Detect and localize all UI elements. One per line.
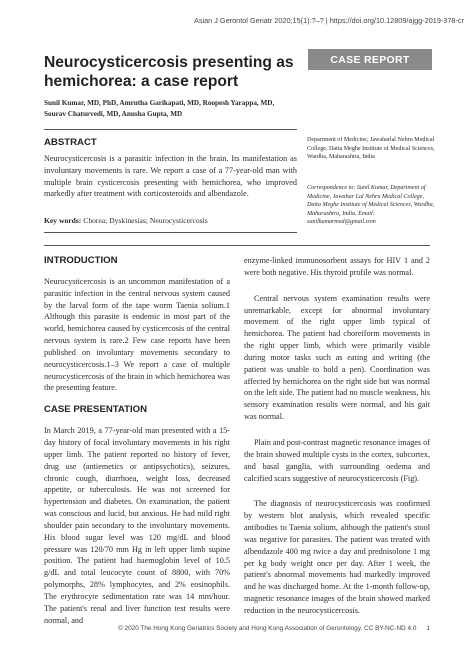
page-number: 1 [426, 625, 430, 632]
author-list [44, 98, 314, 120]
keywords [44, 216, 297, 226]
keywords-value: Chorea; Dyskinesias; Neurocysticercosis [83, 216, 208, 225]
abstract-top-rule [44, 129, 297, 130]
introduction-paragraph: Neurocysticercosis is an uncommon manifestation of a parasitic infection in the central nervous system caused by the larval form of the tape worm Taenia solium.1 Although this parasite is endemic in most part of the world, hemichorea caused by cysticercosis of the central nervous system is rare.2 Few case reports have been published on involuntary movements secondary to neurocysticercosis.1–3 We report a case of multiple neurocysticercosis of the brain in which hemichorea was the presenting feature. [44, 276, 230, 393]
right-paragraph-1: Central nervous system examination results were unremarkable, except for abnormal involuntary movement of the right upper limb typical of hemichorea. The patient had choreiform movements in the right upper limb, which were primarily visible during motor tasks such as eating and writing (the patient was unable to hold a pen). Coordination was affected by hemichorea on the right side but was normal on the left side. The patient had no muscle weakness, his sensory examination results were normal, and his gait was normal. [244, 293, 430, 422]
abstract-bottom-rule [44, 232, 297, 233]
abstract-heading: ABSTRACT [44, 137, 97, 148]
keywords-label: Key words: [44, 216, 82, 225]
abstract-text: Neurocysticercosis is a parasitic infection in the brain. Its manifestation as involuntary movements is rare. We report a case of a 77-year-old man with multiple brain cysticercosis presenting with hemichorea, who improved markedly after treatment with corticosteroids and albendazole. [44, 154, 297, 199]
left-column [44, 255, 230, 633]
page-footer [0, 625, 474, 632]
journal-citation: Asian J Gerontol Geriatr 2020;15(1):?–? | https://doi.org/10.12809/ajgg-2019-378-cr [193, 16, 464, 25]
case-paragraph-1: In March 2019, a 77-year-old man presented with a 15-day history of focal involuntary movements in his right upper limb. The patient reported no history of fever, drug use (antiemetics or antipsychotics), seizures, chronic cough, diarrhoea, weight loss, decreased appetite, or tuberculosis. He was not screened for hypertension and diabetes. On examination, the patient was conscious and lucid, but anxious. He had mild right shoulder pain secondary to the involuntary movements. His blood sugar level was 120 mg/dL and blood pressure was 120/70 mm Hg in left upper limb supine position. The patient had haemoglobin level of 10.5 g/dL and total leucocyte count of 8800, with 70% polymorphs, 28% lymphocytes, and 2% eosinophils. The erythrocyte sedimentation rate was 14 mm/hour. The patient's renal and liver function test results were normal, and [44, 426, 230, 625]
introduction-heading: INTRODUCTION [44, 255, 118, 266]
right-paragraph-0: enzyme-linked immunosorbent assays for HIV 1 and 2 were both negative. His thyroid profile was normal. [244, 256, 430, 277]
authors-line-1: Sunil Kumar, MD, PhD, Amrutha Garikapati, MD, Roopesh Yarappa, MD, [44, 99, 275, 107]
right-paragraph-2: Plain and post-contrast magnetic resonance images of the brain showed multiple cysts in the cortex, subcortex, and basal ganglia, with surrounding oedema and calcified scars suggestive of neurocysticercosis (Fig). [244, 437, 430, 483]
authors-line-2: Sourav Chaturvedi, MD, Anusha Gupta, MD [44, 110, 183, 118]
right-paragraph-3: The diagnosis of neurocysticercosis was confirmed by western blot analysis, which revealed specific antibodies to Taenia solium, although the patient's stool was negative for parasites. The patient was treated with albendazole 400 mg twice a day and prednisolone 1 mg per kg body weight once per day. After 1 week, the patient's abnormal movements had markedly improved and he was discharged home. At the 1-month follow-up, magnetic resonance images of the brain showed marked reduction in the neurocysticercosis. [244, 499, 430, 615]
correspondence: Correspondence to: Sunil Kumar, Department of Medicine, Jawahar Lal Nehru Medical College, Datta Meghe Institute of Medical Sciences, Wardha, Maharashtra, India. Email: sunilkumarmed@gmail.com [307, 185, 435, 225]
copyright: © 2020 The Hong Kong Geriatrics Society and Hong Kong Association of Gerontology. CC BY-NC-ND 4.0 [118, 625, 417, 632]
article-type-badge: CASE REPORT [308, 49, 432, 70]
case-heading: CASE PRESENTATION [44, 404, 148, 416]
affiliation: Department of Medicine, Jawaharlal Nehru Medical College, Datta Meghe Institute of Medical Sciences, Wardha, Maharashtra, India [307, 137, 435, 160]
main-divider [44, 245, 430, 246]
article-title: Neurocysticercosis presenting as hemichorea: a case report [44, 54, 294, 90]
right-column [244, 255, 430, 624]
